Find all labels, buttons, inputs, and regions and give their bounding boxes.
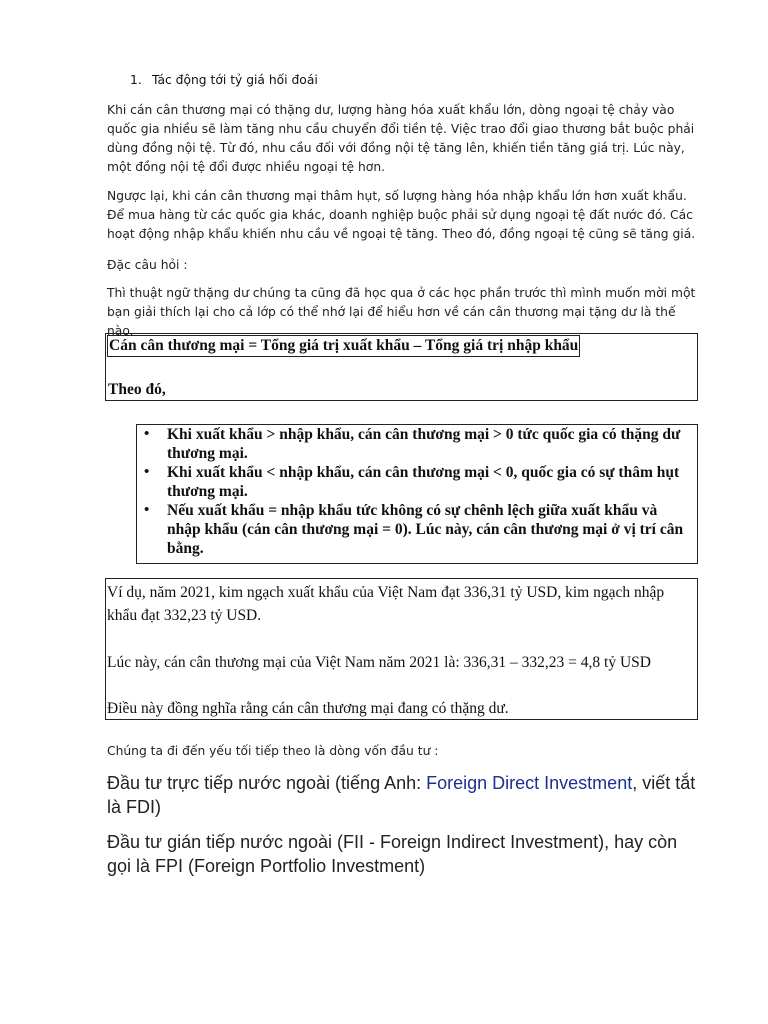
- example-line-2: khẩu đạt 332,23 tỷ USD.: [107, 607, 262, 624]
- example-conclusion: Điều này đồng nghĩa rằng cán cân thương mại đang có thặng dư.: [107, 700, 509, 717]
- list-number: 1.: [130, 73, 142, 87]
- bullet-icon: •: [144, 464, 150, 480]
- bullet-text-deficit: Khi xuất khẩu < nhập khẩu, cán cân thương mại < 0, quốc gia có sự thâm hụt thương mại.: [167, 464, 680, 500]
- transition-text: Chúng ta đi đến yếu tối tiếp theo là dòng vốn đầu tư :: [107, 744, 439, 758]
- bullet-icon: •: [144, 426, 150, 442]
- example-box: [105, 578, 698, 720]
- list-item: [137, 425, 697, 463]
- formula-box: [105, 333, 698, 401]
- bullet-list: [137, 425, 697, 558]
- fii-heading: Đầu tư gián tiếp nước ngoài (FII - Foreign Indirect Investment), hay còn gọi là FPI (Foreign Portfolio Investment): [107, 832, 678, 876]
- trade-balance-formula: Cán cân thương mại = Tổng giá trị xuất khẩu – Tổng giá trị nhập khẩu: [107, 335, 580, 357]
- example-calculation: Lúc này, cán cân thương mại của Việt Nam năm 2021 là: 336,31 – 332,23 = 4,8 tỷ USD: [107, 654, 651, 671]
- fdi-link[interactable]: Foreign Direct Investment: [426, 773, 633, 793]
- bullet-box: [136, 424, 698, 564]
- list-item: [137, 463, 697, 501]
- question-label: Đặc câu hỏi :: [107, 258, 188, 272]
- list-item: [137, 501, 697, 558]
- bullet-icon: •: [144, 502, 150, 518]
- fdi-heading: [107, 771, 697, 819]
- formula-follow-text: Theo đó,: [108, 381, 166, 398]
- paragraph-deficit: Ngược lại, khi cán cân thương mại thâm hụt, số lượng hàng hóa nhập khẩu lớn hơn xuất khẩu. Để mua hàng từ các quốc gia khác, doanh nghiệp buộc phải sử dụng ngoại tệ đất nước đó. Các hoạt động nhập khẩu khiến nhu cầu về ngoại tệ tăng. Theo đó, đồng ngoại tệ cũng sẽ tăng giá.: [107, 189, 696, 241]
- paragraph-surplus: Khi cán cân thương mại có thặng dư, lượng hàng hóa xuất khẩu lớn, dòng ngoại tệ chảy vào quốc gia nhiều sẽ làm tăng nhu cầu chuyển đổi tiền tệ. Việc trao đổi giao thương bắt buộc phải dùng đồng nội tệ. Từ đó, nhu cầu đối với đồng nội tệ tăng lên, khiến tiền tăng giá trị. Lúc này, một đồng nội tệ đổi được nhiều ngoại tệ hơn.: [107, 103, 695, 174]
- section-heading: Tác động tới tỷ giá hối đoái: [152, 73, 318, 87]
- paragraph-question: Thì thuật ngữ thặng dư chúng ta cũng đã học qua ở các học phần trước thì mình muốn mời một bạn giải thích lại cho cả lớp có thể nhớ lại để hiểu hơn về cán cân thương mại tặng dư là thế nào.: [107, 286, 696, 338]
- bullet-text-balance: Nếu xuất khẩu = nhập khẩu tức không có sự chênh lệch giữa xuất khẩu và nhập khẩu (cán cân thương mại = 0). Lúc này, cán cân thương mại ở vị trí cân bằng.: [167, 502, 684, 557]
- fdi-suffix: , viết tắt là FDI): [107, 773, 696, 817]
- bullet-text-surplus: Khi xuất khẩu > nhập khẩu, cán cân thương mại > 0 tức quốc gia có thặng dư thương mại.: [167, 426, 681, 462]
- fdi-prefix: Đầu tư trực tiếp nước ngoài (tiếng Anh:: [107, 773, 427, 793]
- example-line-1: Ví dụ, năm 2021, kim ngạch xuất khẩu của Việt Nam đạt 336,31 tỷ USD, kim ngạch nhập: [107, 584, 665, 601]
